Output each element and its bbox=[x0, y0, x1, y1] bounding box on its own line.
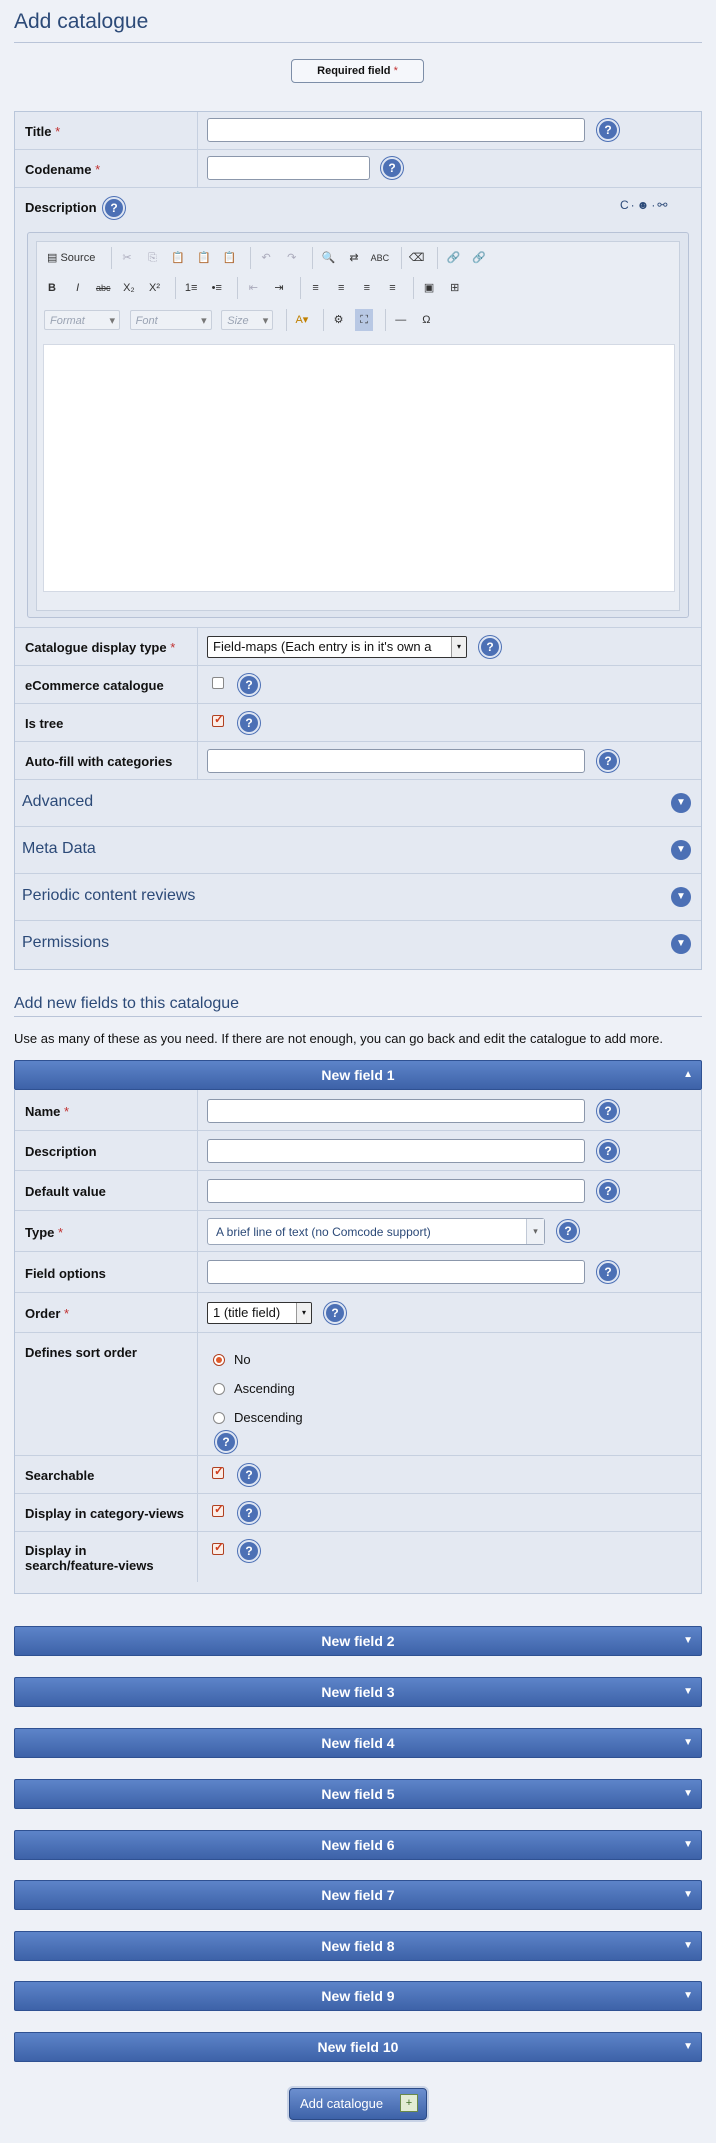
description-help-icon[interactable]: ? bbox=[103, 197, 125, 219]
field-order-row bbox=[15, 1293, 701, 1333]
editor-toolbar-row-1 bbox=[41, 246, 490, 270]
ecommerce-row bbox=[15, 666, 701, 704]
field-order-label: Order * bbox=[25, 1306, 70, 1321]
source-button[interactable]: ▤ Source bbox=[47, 252, 96, 264]
text-color-icon[interactable]: A▾ bbox=[286, 309, 311, 331]
description-tools bbox=[620, 198, 669, 212]
search-views-label: Display in search/feature-views bbox=[25, 1543, 154, 1573]
chevron-down-icon[interactable]: ▼ bbox=[683, 1839, 693, 1850]
ecommerce-label: eCommerce catalogue bbox=[25, 678, 164, 693]
comcode-icon[interactable]: C bbox=[620, 198, 631, 212]
editor-content-area[interactable] bbox=[43, 344, 675, 592]
chevron-down-icon[interactable]: ▼ bbox=[671, 887, 691, 907]
paste-icon[interactable]: 📋 bbox=[171, 252, 186, 264]
required-field-legend bbox=[291, 59, 424, 83]
field-options-input[interactable] bbox=[207, 1260, 585, 1284]
field-name-label: Name * bbox=[25, 1104, 70, 1119]
undo-icon[interactable]: ↶ bbox=[250, 247, 275, 269]
field-description-input[interactable] bbox=[207, 1139, 585, 1163]
category-views-checkbox[interactable] bbox=[212, 1505, 224, 1517]
field-default-input[interactable] bbox=[207, 1179, 585, 1203]
new-field-7-title: New field 7 bbox=[321, 1887, 395, 1903]
autofill-input[interactable] bbox=[207, 749, 585, 773]
align-right-icon[interactable]: ≡ bbox=[363, 282, 371, 294]
font-dropdown[interactable]: Font ▾ bbox=[130, 310, 212, 330]
special-char-icon[interactable]: Ω bbox=[422, 314, 431, 326]
search-views-checkbox[interactable] bbox=[212, 1543, 224, 1555]
field-options-label: Field options bbox=[25, 1266, 106, 1281]
new-field-6-header[interactable] bbox=[14, 1830, 702, 1860]
title-divider bbox=[14, 42, 702, 43]
add-catalogue-button-label: Add catalogue bbox=[300, 2096, 384, 2111]
copy-icon[interactable]: ⎘ bbox=[148, 252, 157, 264]
emoticon-icon[interactable]: ☻ bbox=[636, 198, 652, 212]
sort-ascending-radio[interactable] bbox=[213, 1383, 225, 1395]
new-field-3-title: New field 3 bbox=[321, 1684, 395, 1700]
field-type-help-icon[interactable]: ? bbox=[557, 1220, 579, 1242]
column-divider bbox=[197, 1171, 198, 1210]
chevron-down-icon[interactable]: ▼ bbox=[683, 1990, 693, 2001]
paste-word-icon[interactable]: 📋 bbox=[222, 252, 237, 264]
sort-descending-label: Descending bbox=[234, 1410, 303, 1425]
image-icon[interactable]: ▣ bbox=[413, 277, 438, 299]
display-type-label: Catalogue display type * bbox=[25, 640, 176, 655]
searchable-row bbox=[15, 1456, 701, 1494]
new-field-1-header[interactable] bbox=[14, 1060, 702, 1090]
justify-icon[interactable]: ≡ bbox=[389, 282, 396, 294]
section-periodic-reviews[interactable] bbox=[15, 874, 701, 921]
column-divider bbox=[197, 1131, 198, 1170]
size-dropdown[interactable]: Size ▾ bbox=[221, 310, 273, 330]
column-divider bbox=[197, 150, 198, 187]
chevron-down-icon[interactable]: ▼ bbox=[683, 1686, 693, 1697]
toggle-editor-icon[interactable]: ⚯ bbox=[657, 198, 670, 212]
strikethrough-icon[interactable]: abc bbox=[95, 283, 111, 293]
is-tree-label: Is tree bbox=[25, 716, 64, 731]
numbered-list-icon[interactable]: 1≡ bbox=[175, 277, 200, 299]
spellcheck-icon[interactable]: ABC bbox=[370, 253, 390, 263]
new-field-8-header[interactable] bbox=[14, 1931, 702, 1961]
display-type-select[interactable]: Field-maps (Each entry is in it's own a ▾ bbox=[207, 636, 467, 658]
chevron-down-icon: ▾ bbox=[451, 637, 466, 657]
column-divider bbox=[197, 112, 198, 149]
find-icon[interactable]: 🔍 bbox=[312, 247, 337, 269]
align-center-icon[interactable]: ≡ bbox=[338, 282, 345, 294]
autofill-label: Auto-fill with categories bbox=[25, 754, 173, 769]
field-type-label: Type * bbox=[25, 1225, 64, 1240]
is-tree-checkbox[interactable] bbox=[212, 715, 224, 727]
category-views-row bbox=[15, 1494, 701, 1532]
new-field-2-header[interactable] bbox=[14, 1626, 702, 1656]
redo-icon[interactable]: ↷ bbox=[287, 252, 297, 264]
autofill-help-icon[interactable]: ? bbox=[597, 750, 619, 772]
new-field-1-title: New field 1 bbox=[321, 1067, 395, 1083]
column-divider bbox=[197, 1494, 198, 1531]
outdent-icon[interactable]: ⇤ bbox=[237, 277, 262, 299]
remove-format-icon[interactable]: ⌫ bbox=[401, 247, 426, 269]
cut-icon[interactable]: ✂ bbox=[111, 247, 136, 269]
chevron-down-icon[interactable]: ▼ bbox=[671, 793, 691, 813]
link-icon[interactable]: 🔗 bbox=[437, 247, 462, 269]
ecommerce-help-icon[interactable]: ? bbox=[238, 674, 260, 696]
section-periodic-reviews-label: Periodic content reviews bbox=[22, 887, 196, 904]
add-catalogue-button[interactable] bbox=[289, 2088, 427, 2120]
column-divider bbox=[197, 666, 198, 703]
codename-label: Codename * bbox=[25, 162, 101, 177]
field-description-label: Description bbox=[25, 1144, 97, 1159]
is-tree-row bbox=[15, 704, 701, 742]
field-default-row bbox=[15, 1171, 701, 1211]
category-views-help-icon[interactable]: ? bbox=[238, 1502, 260, 1524]
chevron-down-icon[interactable]: ▼ bbox=[683, 1635, 693, 1646]
chevron-down-icon[interactable]: ▼ bbox=[683, 2041, 693, 2052]
chevron-up-icon[interactable]: ▲ bbox=[683, 1069, 693, 1080]
section-permissions-label: Permissions bbox=[22, 934, 110, 951]
chevron-down-icon[interactable]: ▼ bbox=[683, 1889, 693, 1900]
section-meta-data-label: Meta Data bbox=[22, 840, 96, 857]
search-views-row bbox=[15, 1532, 701, 1582]
column-divider bbox=[197, 1090, 198, 1130]
category-views-label: Display in category-views bbox=[25, 1506, 184, 1521]
maximize-icon[interactable]: ⚙ bbox=[323, 309, 348, 331]
title-input[interactable] bbox=[207, 118, 585, 142]
required-legend-text: Required field bbox=[317, 65, 391, 77]
add-icon: + bbox=[400, 2094, 418, 2112]
column-divider bbox=[197, 1532, 198, 1582]
section-permissions[interactable] bbox=[15, 921, 701, 968]
display-type-help-icon[interactable]: ? bbox=[479, 636, 501, 658]
codename-row bbox=[15, 150, 701, 188]
searchable-checkbox[interactable] bbox=[212, 1467, 224, 1479]
bold-icon[interactable]: B bbox=[48, 282, 56, 294]
chevron-down-icon[interactable]: ▼ bbox=[671, 840, 691, 860]
field-sort-row bbox=[15, 1333, 701, 1456]
new-field-8-title: New field 8 bbox=[321, 1938, 395, 1954]
codename-input[interactable] bbox=[207, 156, 370, 180]
field-default-help-icon[interactable]: ? bbox=[597, 1180, 619, 1202]
title-help-icon[interactable]: ? bbox=[597, 119, 619, 141]
new-field-2-title: New field 2 bbox=[321, 1633, 395, 1649]
editor-toolbar-row-3 bbox=[41, 308, 437, 332]
field-name-help-icon[interactable]: ? bbox=[597, 1100, 619, 1122]
field-order-help-icon[interactable]: ? bbox=[324, 1302, 346, 1324]
new-field-5-title: New field 5 bbox=[321, 1786, 395, 1802]
new-field-7-header[interactable] bbox=[14, 1880, 702, 1910]
chevron-down-icon[interactable]: ▼ bbox=[671, 934, 691, 954]
show-blocks-icon[interactable]: ⛶ bbox=[355, 309, 373, 331]
sort-descending-radio[interactable] bbox=[213, 1412, 225, 1424]
display-type-row bbox=[15, 628, 701, 666]
horizontal-rule-icon[interactable]: — bbox=[385, 309, 410, 331]
editor-frame bbox=[36, 241, 680, 611]
sort-no-label: No bbox=[234, 1352, 251, 1367]
field-type-select[interactable] bbox=[207, 1218, 545, 1245]
field-description-row bbox=[15, 1131, 701, 1171]
superscript-icon[interactable]: X² bbox=[149, 282, 160, 294]
sort-ascending-label: Ascending bbox=[234, 1381, 295, 1396]
field-options-help-icon[interactable]: ? bbox=[597, 1261, 619, 1283]
fields-intro: Use as many of these as you need. If there are not enough, you can go back and edit the catalogue to add more. bbox=[14, 1031, 663, 1046]
search-views-help-icon[interactable]: ? bbox=[238, 1540, 260, 1562]
fields-heading-divider bbox=[14, 1016, 702, 1017]
column-divider bbox=[197, 704, 198, 741]
new-field-3-header[interactable] bbox=[14, 1677, 702, 1707]
column-divider bbox=[197, 1293, 198, 1332]
wysiwyg-editor bbox=[27, 232, 689, 618]
field-sort-help-icon[interactable]: ? bbox=[215, 1431, 237, 1453]
sort-no-radio[interactable] bbox=[213, 1354, 225, 1366]
new-field-10-header[interactable] bbox=[14, 2032, 702, 2062]
column-divider bbox=[197, 742, 198, 779]
replace-icon[interactable]: ⇄ bbox=[349, 252, 359, 264]
fields-heading: Add new fields to this catalogue bbox=[14, 995, 240, 1012]
column-divider bbox=[197, 1456, 198, 1493]
new-field-5-header[interactable] bbox=[14, 1779, 702, 1809]
align-left-icon[interactable]: ≡ bbox=[300, 277, 325, 299]
column-divider bbox=[197, 628, 198, 665]
autofill-row bbox=[15, 742, 701, 780]
title-label: Title * bbox=[25, 124, 61, 139]
catalogue-form bbox=[14, 111, 702, 970]
paste-text-icon[interactable]: 📋 bbox=[196, 252, 211, 264]
editor-toolbar-row-2 bbox=[41, 276, 466, 300]
field-order-select[interactable]: 1 (title field) ▾ bbox=[207, 1302, 312, 1324]
field-default-label: Default value bbox=[25, 1184, 106, 1199]
new-field-9-header[interactable] bbox=[14, 1981, 702, 2011]
unlink-icon[interactable]: 🔗 bbox=[472, 252, 486, 264]
field-sort-label: Defines sort order bbox=[25, 1345, 137, 1360]
page-title: Add catalogue bbox=[14, 10, 149, 33]
format-dropdown[interactable]: Format ▾ bbox=[44, 310, 120, 330]
new-field-9-title: New field 9 bbox=[321, 1988, 395, 2004]
section-meta-data[interactable] bbox=[15, 827, 701, 874]
column-divider bbox=[197, 1333, 198, 1455]
chevron-down-icon[interactable]: ▼ bbox=[683, 1788, 693, 1799]
bulleted-list-icon[interactable]: •≡ bbox=[211, 282, 222, 294]
subscript-icon[interactable]: X₂ bbox=[123, 282, 135, 294]
new-field-10-title: New field 10 bbox=[317, 2039, 399, 2055]
italic-icon[interactable]: I bbox=[76, 282, 80, 294]
codename-help-icon[interactable]: ? bbox=[381, 157, 403, 179]
chevron-down-icon[interactable]: ▼ bbox=[683, 1940, 693, 1951]
chevron-down-icon: ▾ bbox=[526, 1219, 544, 1244]
title-row bbox=[15, 112, 701, 150]
required-star: * bbox=[393, 65, 398, 77]
new-field-4-title: New field 4 bbox=[321, 1735, 395, 1751]
column-divider bbox=[197, 1211, 198, 1251]
searchable-help-icon[interactable]: ? bbox=[238, 1464, 260, 1486]
field-description-help-icon[interactable]: ? bbox=[597, 1140, 619, 1162]
searchable-label: Searchable bbox=[25, 1468, 95, 1483]
column-divider bbox=[197, 1252, 198, 1292]
new-field-1-form bbox=[14, 1090, 702, 1594]
new-field-4-header[interactable] bbox=[14, 1728, 702, 1758]
description-row bbox=[15, 188, 701, 628]
table-icon[interactable]: ⊞ bbox=[450, 282, 460, 294]
indent-icon[interactable]: ⇥ bbox=[274, 282, 284, 294]
ecommerce-checkbox[interactable] bbox=[212, 677, 224, 689]
field-type-value: A brief line of text (no Comcode support) bbox=[216, 1225, 431, 1239]
separator: · bbox=[651, 198, 658, 212]
field-type-row bbox=[15, 1211, 701, 1252]
chevron-down-icon[interactable]: ▼ bbox=[683, 1737, 693, 1748]
section-advanced[interactable] bbox=[15, 780, 701, 827]
is-tree-help-icon[interactable]: ? bbox=[238, 712, 260, 734]
separator: · bbox=[630, 198, 637, 212]
field-name-input[interactable] bbox=[207, 1099, 585, 1123]
section-advanced-label: Advanced bbox=[22, 793, 94, 810]
field-name-row bbox=[15, 1090, 701, 1131]
chevron-down-icon: ▾ bbox=[296, 1303, 311, 1323]
description-label: Description bbox=[25, 200, 97, 215]
new-field-6-title: New field 6 bbox=[321, 1837, 395, 1853]
field-options-row bbox=[15, 1252, 701, 1293]
